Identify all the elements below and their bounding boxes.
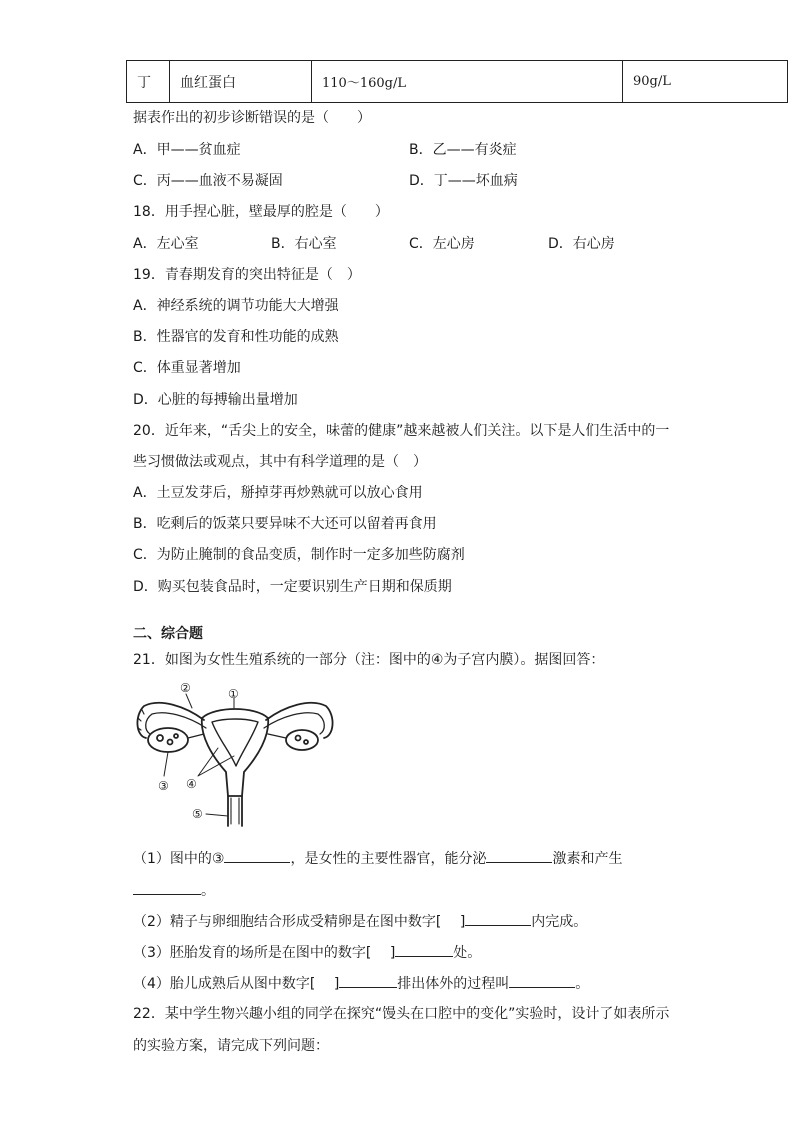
q21-p1-text-b: ，是女性的主要性器官，能分泌: [290, 851, 487, 867]
q20-option-c: C．为防止腌制的食品变质，制作时一定多加些防腐剂: [133, 547, 465, 563]
table-cell-item: 血红蛋白: [169, 61, 311, 102]
q17-option-b: B．乙——有炎症: [409, 142, 517, 158]
q21-part2: [133, 911, 587, 932]
q18-option-b: B．右心室: [271, 236, 337, 252]
figure-label-4: ④: [186, 777, 197, 791]
q21-p3-text-b: 处。: [453, 945, 482, 961]
q20-option-a: A．土豆发芽后，掰掉芽再炒熟就可以放心食用: [133, 485, 423, 501]
q21-p1-blank-2[interactable]: [486, 848, 552, 863]
q18-option-d: D．右心房: [548, 236, 615, 252]
q21-p1-end: 。: [201, 883, 215, 899]
q19-option-a: A．神经系统的调节功能大大增强: [133, 298, 339, 314]
q17-stem: 据表作出的初步诊断错误的是（ ）: [133, 110, 371, 126]
q20-stem-line2: 些习惯做法或观点，其中有科学道理的是（ ）: [133, 454, 427, 470]
q20-option-b: B．吃剩后的饭菜只要异味不大还可以留着再食用: [133, 516, 437, 532]
q18-stem: 18．用手捏心脏，壁最厚的腔是（ ）: [133, 204, 389, 220]
q21-p1-blank-3[interactable]: [133, 880, 201, 895]
table-cell-group: 丁: [137, 74, 151, 91]
section-title: 二、综合题: [133, 626, 203, 642]
q21-p1-blank-1[interactable]: [224, 848, 290, 863]
figure-label-3: ③: [158, 779, 169, 793]
q22-stem-line2: 的实验方案，请完成下列问题：: [133, 1038, 329, 1054]
q21-p2-text-b: 内完成。: [531, 914, 588, 930]
female-reproductive-system-figure: [130, 676, 340, 828]
q21-p3-blank[interactable]: [395, 942, 453, 957]
q21-p1-text-a: （1）图中的③: [133, 851, 225, 867]
figure-label-1: ①: [228, 687, 239, 701]
q17-option-c: C．丙——血液不易凝固: [133, 173, 283, 189]
q21-p4-text-b: 排出体外的过程叫: [397, 976, 510, 992]
q21-p4-end: 。: [575, 976, 590, 992]
q17-option-d: D．丁——坏血病: [409, 173, 518, 189]
table-cell-measured-value: 90g/L: [622, 61, 786, 102]
q19-stem: 19．青春期发育的突出特征是（ ）: [133, 267, 361, 283]
q18-option-a: A．左心室: [133, 236, 199, 252]
q21-p4-text-a: （4）胎儿成熟后从图中数字[ ]: [133, 976, 340, 992]
q21-p3-text-a: （3）胚胎发育的场所是在图中的数字[ ]: [133, 945, 396, 961]
q21-stem: 21．如图为女性生殖系统的一部分（注：图中的④为子宫内膜）。据图回答：: [133, 652, 605, 668]
q19-option-c: C．体重显著增加: [133, 360, 241, 376]
q17-option-a: A．甲——贫血症: [133, 142, 241, 158]
figure-label-2: ②: [180, 681, 191, 695]
q21-p4-blank-1[interactable]: [339, 973, 397, 988]
table-cell-normal-range: 110～160g/L: [311, 61, 622, 102]
q18-option-c: C．左心房: [409, 236, 475, 252]
q21-part1-line2: [133, 880, 215, 901]
q21-part3: [133, 942, 481, 963]
q19-option-d: D．心脏的每搏输出量增加: [133, 392, 298, 408]
q20-option-d: D．购买包装食品时，一定要识别生产日期和保质期: [133, 579, 452, 595]
q20-stem-line1: 20．近年来，“舌尖上的安全，味蕾的健康”越来越被人们关注。以下是人们生活中的一: [133, 423, 670, 439]
figure-label-5: ⑤: [192, 807, 203, 821]
q22-stem-line1: 22．某中学生物兴趣小组的同学在探究“馒头在口腔中的变化”实验时，设计了如表所示: [133, 1006, 670, 1022]
q21-p2-blank[interactable]: [465, 911, 531, 926]
q21-part4: [133, 973, 589, 994]
q19-option-b: B．性器官的发育和性功能的成熟: [133, 329, 339, 345]
q21-p2-text-a: （2）精子与卵细胞结合形成受精卵是在图中数字[ ]: [133, 914, 466, 930]
q21-part1-line1: [133, 848, 622, 869]
q21-p1-text-c: 激素和产生: [552, 851, 623, 867]
q21-p4-blank-2[interactable]: [509, 973, 575, 988]
data-table: [126, 60, 788, 103]
